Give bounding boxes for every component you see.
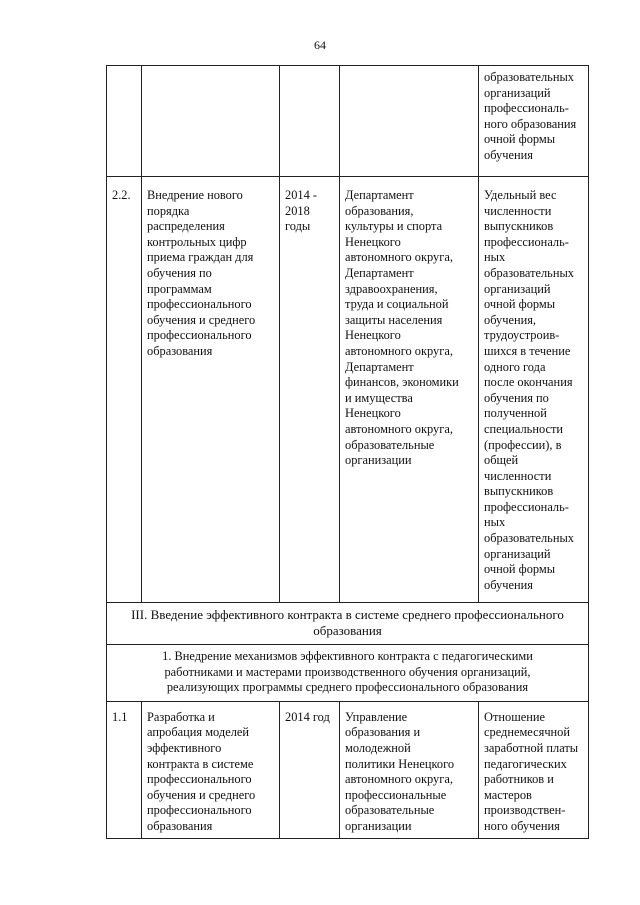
indicator-text: Отношение среднемесячной заработной платы педагогических работников и мастеров производствен- ного обучения <box>484 709 579 833</box>
measure-text: Разработка и апробация моделей эффективного контракта в системе профессионального обучения и среднего профессионального образования <box>147 709 256 833</box>
indicator-text: Удельный вес численности выпускников профессиональ- ных образовательных организаций очной формы обучения, трудоустроив- шихся в течение одного года после окончания обучения по полученной специальности (профессии), в общей численности выпускников профессиональ- ных образовательных организаций очной формы обучения <box>484 188 574 592</box>
row-number: 1.1 <box>112 709 128 724</box>
section-title-cell <box>107 603 589 645</box>
table-row-continuation <box>107 66 589 177</box>
cell-indicator <box>479 177 589 603</box>
plan-table <box>106 65 589 839</box>
section-header-row <box>107 603 589 645</box>
page-number: 64 <box>314 38 326 52</box>
table-row-2-2 <box>107 177 589 603</box>
cell-period <box>280 66 340 177</box>
measure-text: Внедрение нового порядка распределения контрольных цифр приема граждан для обучения по программам профессионального обучения и среднего профессионального образования <box>147 188 256 358</box>
row-number: 2.2. <box>112 188 131 202</box>
table-row-1-1 <box>107 701 589 838</box>
subsection-title-cell <box>107 645 589 702</box>
period-text: 2014 год <box>285 709 330 724</box>
indicator-text: образовательных организаций профессиональ- ного образования очной формы обучения <box>484 70 577 162</box>
cell-measure <box>142 701 280 838</box>
cell-period <box>280 177 340 603</box>
cell-executors <box>340 66 479 177</box>
cell-executors <box>340 177 479 603</box>
executors-text: Управление образования и молодежной политики Ненецкого автономного округа, профессиональные образовательные организации <box>345 709 455 833</box>
period-text: 2014 - 2018 годы <box>285 188 318 234</box>
cell-measure <box>142 177 280 603</box>
cell-number <box>107 177 142 603</box>
cell-measure <box>142 66 280 177</box>
cell-period <box>280 701 340 838</box>
cell-indicator <box>479 701 589 838</box>
subsection-title: 1. Внедрение механизмов эффективного контракта с педагогическими работниками и мастерами производственного обучения организаций, реализующих программы среднего профессионального образования <box>162 649 533 695</box>
cell-executors <box>340 701 479 838</box>
cell-number <box>107 701 142 838</box>
subsection-header-row <box>107 645 589 702</box>
executors-text: Департамент образования, культуры и спорта Ненецкого автономного округа, Департамент здравоохранения, труда и социальной защиты населения Ненецкого автономного округа, Департамент финансов, экономики и имущества Ненецкого автономного округа, образовательные организации <box>345 188 459 468</box>
cell-number <box>107 66 142 177</box>
section-title: III. Введение эффективного контракта в системе среднего профессионального образования <box>131 607 564 638</box>
cell-indicator <box>479 66 589 177</box>
